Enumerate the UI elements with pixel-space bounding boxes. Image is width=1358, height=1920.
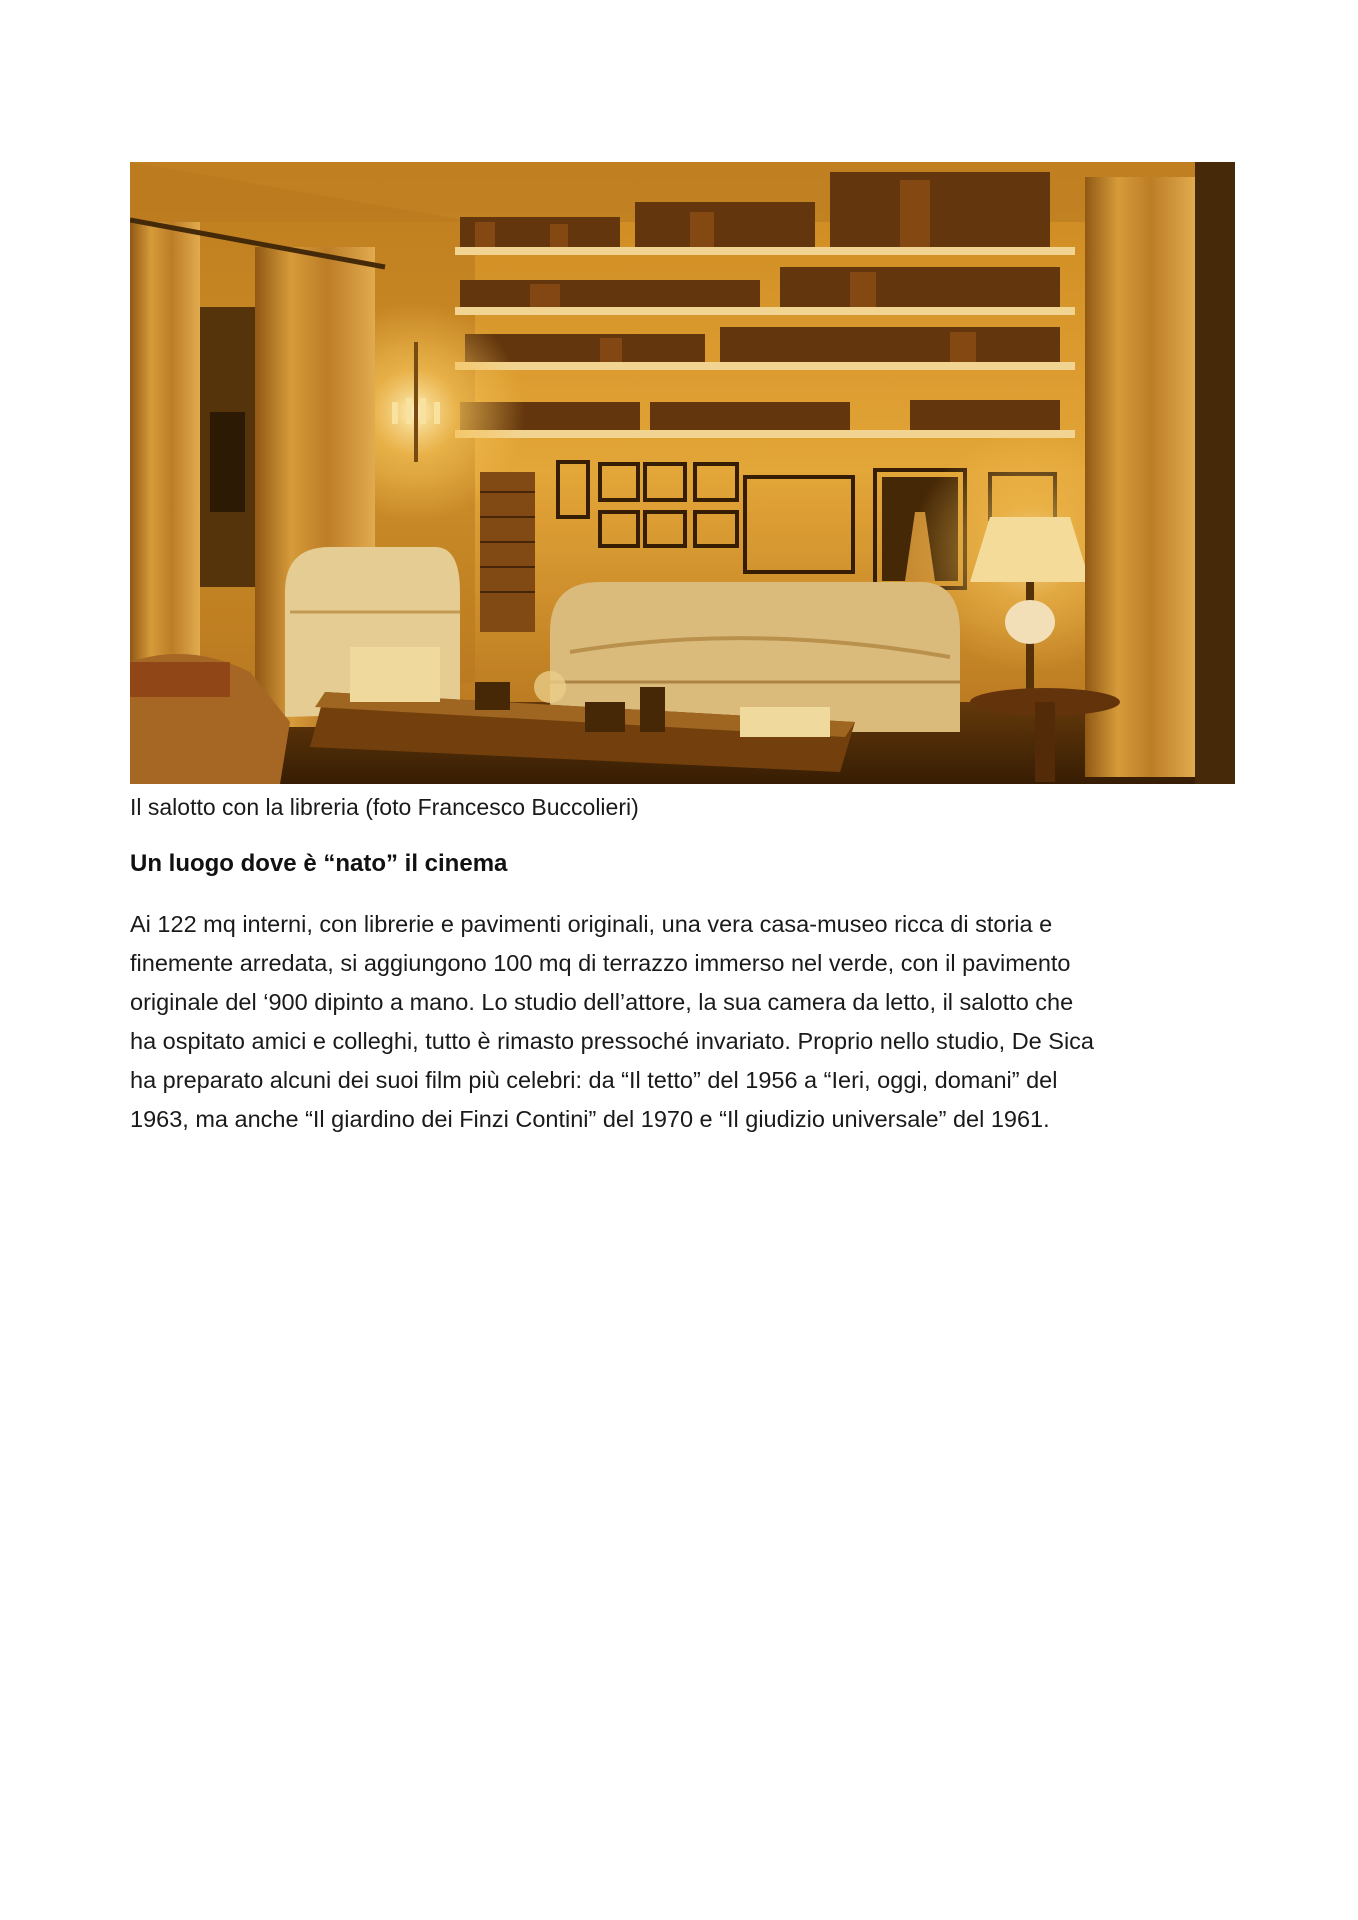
paragraph-line: originale del ‘900 dipinto a mano. Lo studio dell’attore, la sua camera da letto, il salotto che bbox=[130, 989, 1074, 1015]
living-room-photo bbox=[130, 162, 1235, 784]
paragraph-line: finemente arredata, si aggiungono 100 mq di terrazzo immerso nel verde, con il pavimento bbox=[130, 950, 1071, 976]
paragraph-line: 1963, ma anche “Il giardino dei Finzi Contini” del 1970 e “Il giudizio universale” del 1961. bbox=[130, 1106, 1050, 1132]
paragraph-line: Ai 122 mq interni, con librerie e pavimenti originali, una vera casa-museo ricca di storia e bbox=[130, 911, 1053, 937]
section-heading: Un luogo dove è “nato” il cinema bbox=[130, 850, 508, 877]
paragraph-line: ha preparato alcuni dei suoi film più celebri: da “Il tetto” del 1956 a “Ieri, oggi, domani” del bbox=[130, 1067, 1058, 1093]
section-paragraph bbox=[130, 905, 1235, 1139]
paragraph-line: ha ospitato amici e colleghi, tutto è rimasto pressoché invariato. Proprio nello studio, De Sica bbox=[130, 1028, 1094, 1054]
photo-caption: Il salotto con la libreria (foto Francesco Buccolieri) bbox=[130, 794, 639, 820]
